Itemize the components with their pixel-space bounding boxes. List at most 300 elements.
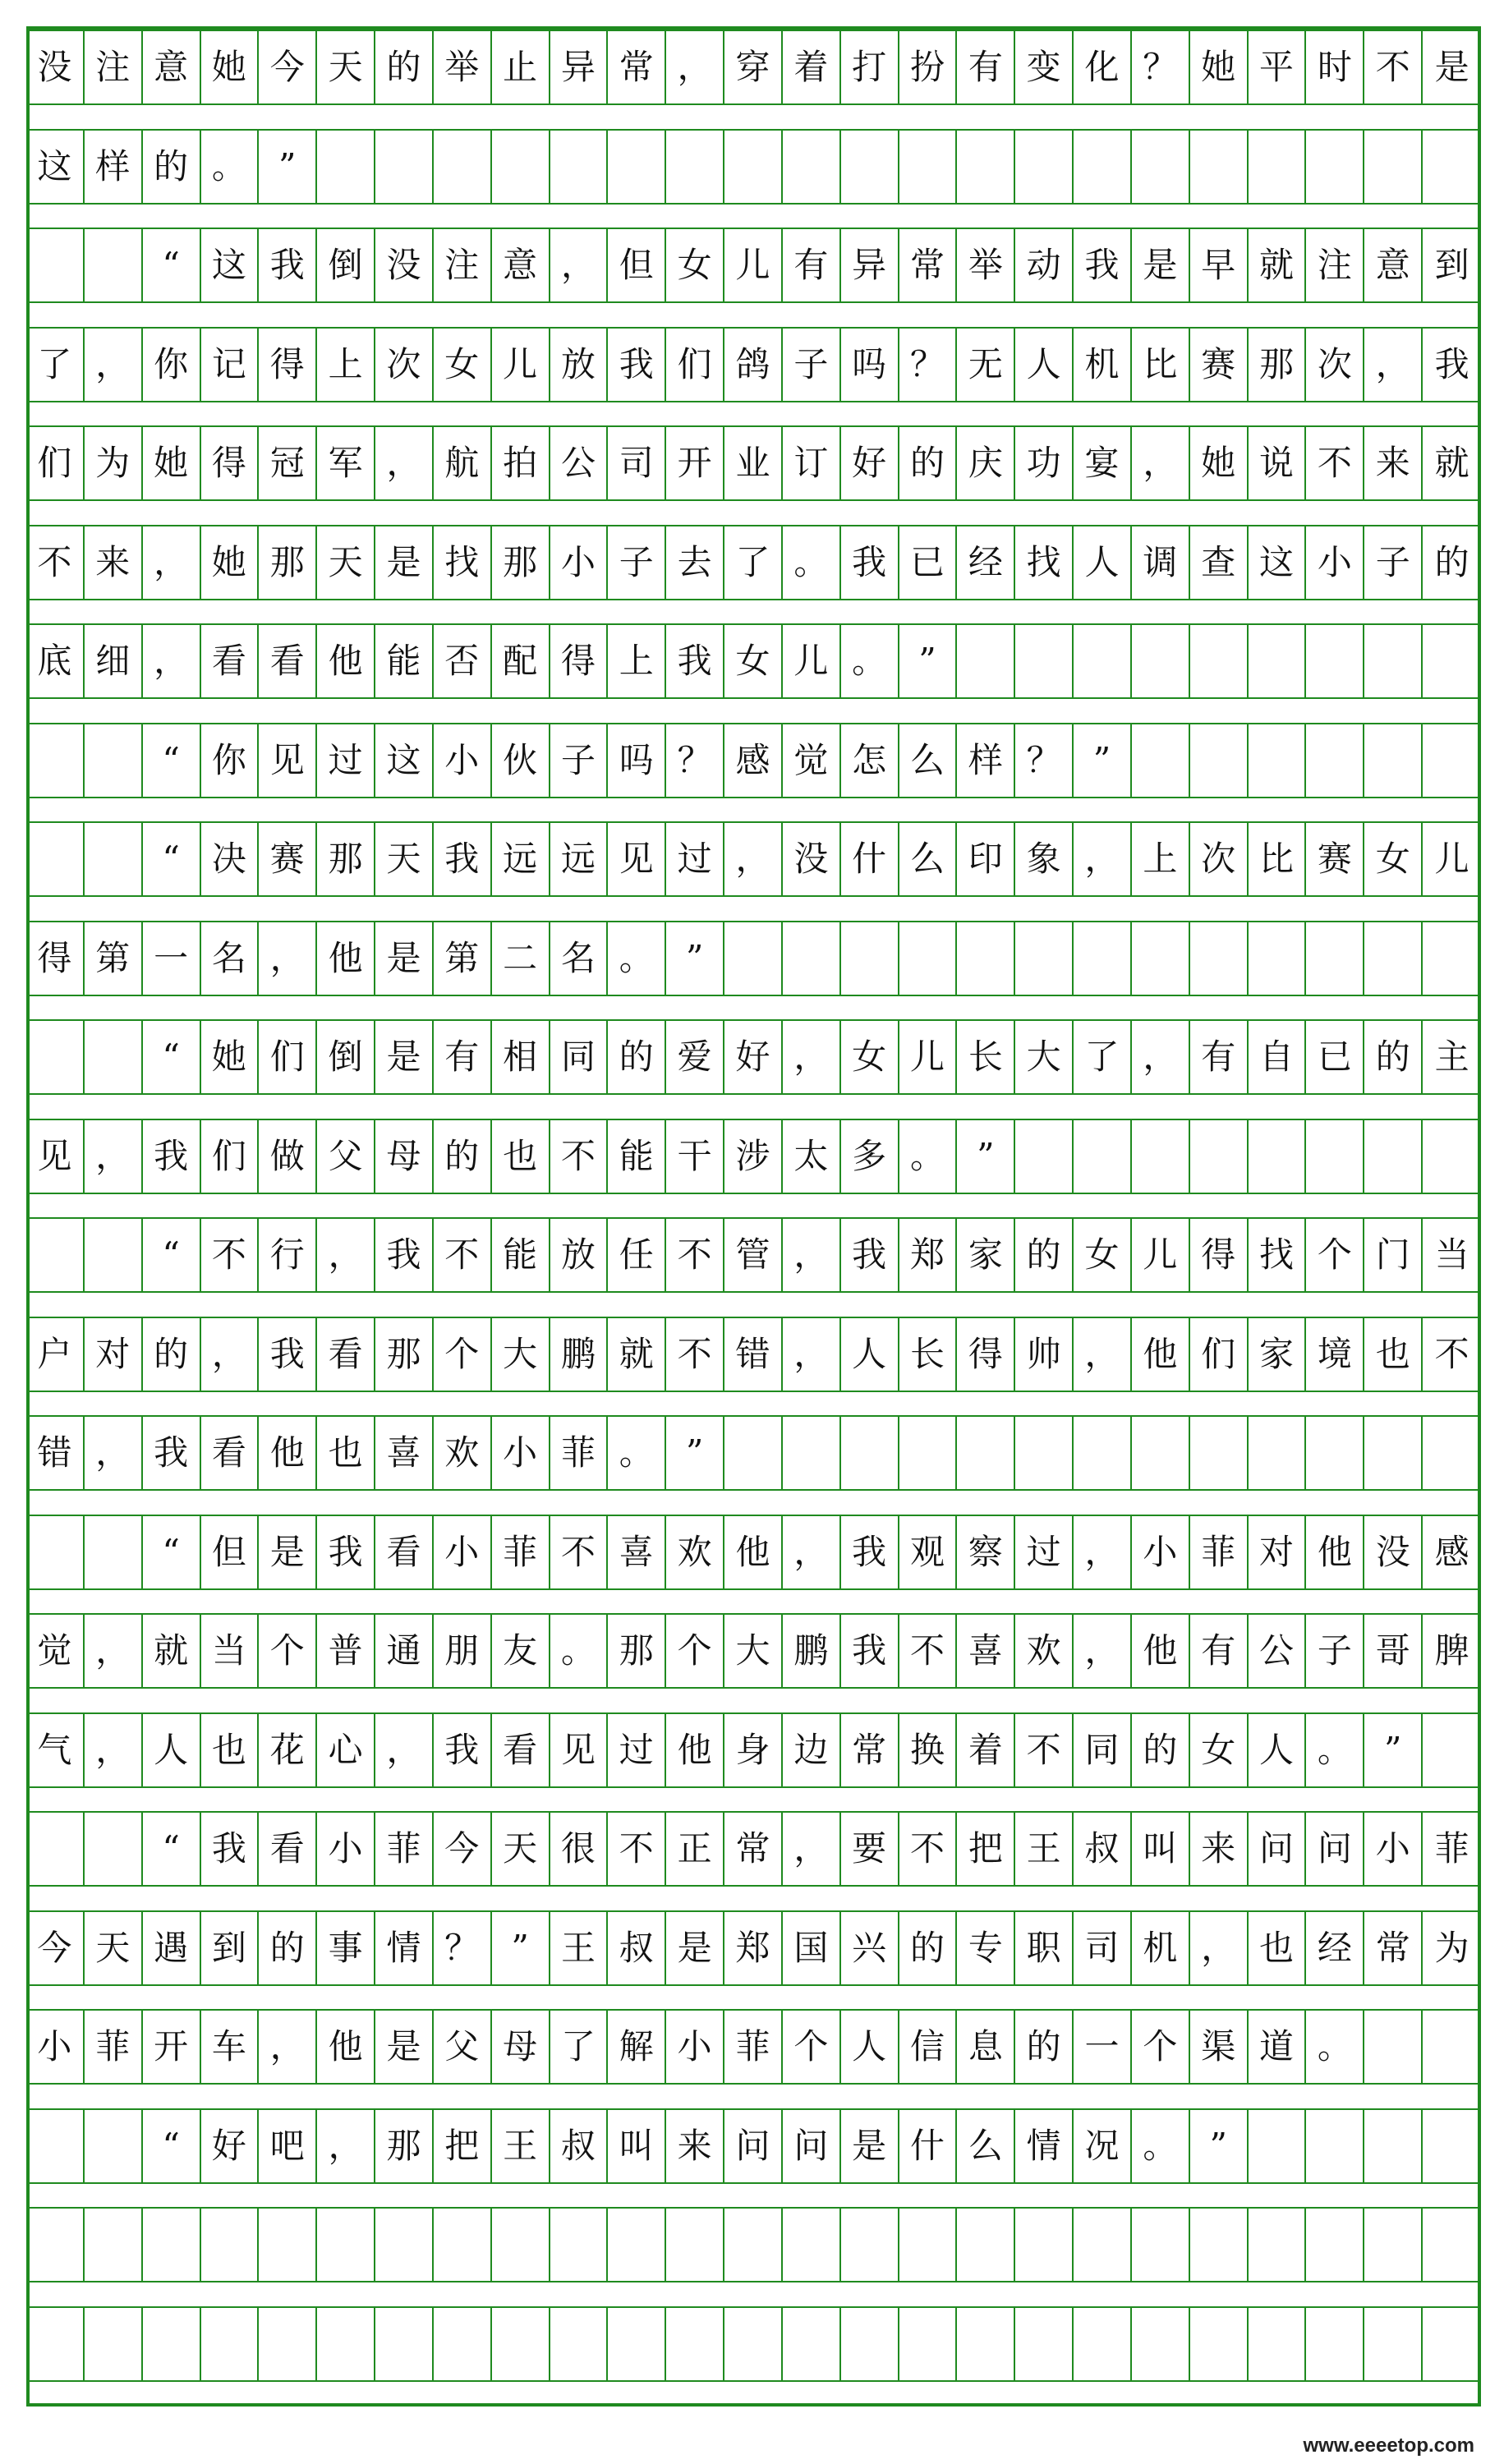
grid-cell: 们 [201, 1120, 260, 1193]
grid-cell: 个 [783, 2011, 841, 2083]
grid-cell: ， [85, 1120, 143, 1193]
grid-cell: 不 [1434, 1333, 1470, 1374]
grid-cell: 来 [666, 2110, 724, 2182]
grid-cell: 鸽 [724, 329, 783, 401]
grid-cell [1249, 131, 1307, 203]
grid-cell [1306, 1417, 1364, 1489]
grid-band [26, 2108, 1481, 2184]
grid-cell: 意 [1364, 229, 1423, 301]
grid-cell: ， [317, 1219, 375, 1291]
grid-cell: 常 [899, 229, 958, 301]
grid-cell: 他 [317, 922, 375, 995]
grid-cell [317, 2308, 375, 2380]
grid-cell [85, 1813, 143, 1885]
grid-cell [957, 1417, 1015, 1489]
grid-cell: 举 [434, 31, 492, 103]
grid-cell [1306, 2110, 1364, 2182]
grid-cell: 注 [1306, 229, 1364, 301]
grid-cell [1306, 1120, 1364, 1193]
grid-cell: 叔 [608, 1912, 666, 1984]
grid-row [26, 1217, 1481, 1293]
grid-cell: 身 [724, 1714, 783, 1786]
grid-cell: 为 [85, 427, 143, 499]
grid-cell: 个 [666, 1615, 724, 1687]
grid-cell: 大 [1015, 1021, 1074, 1093]
grid-cell: 个 [259, 1615, 317, 1687]
grid-cell: 菲 [1434, 1828, 1470, 1869]
grid-cell: 问 [724, 2110, 783, 2182]
grid-band [26, 821, 1481, 897]
grid-cell [201, 2209, 260, 2281]
grid-cell: 太 [783, 1120, 841, 1193]
grid-cell: 见 [26, 1120, 85, 1193]
grid-cell: 看 [375, 1516, 434, 1588]
grid-cell [1132, 724, 1190, 797]
grid-cell: 得 [550, 625, 609, 697]
grid-cell [957, 131, 1015, 203]
grid-cell: 举 [957, 229, 1015, 301]
grid-cell [1074, 1417, 1132, 1489]
grid-cell: 放 [550, 1219, 609, 1291]
grid-cell [1423, 922, 1481, 995]
grid-cell: 样 [85, 131, 143, 203]
grid-cell: 叔 [1074, 1813, 1132, 1885]
grid-cell: 那 [317, 823, 375, 895]
grid-cell [1190, 2308, 1249, 2380]
grid-cell: 的 [143, 1318, 201, 1391]
grid-cell: 叔 [550, 2110, 609, 2182]
grid-cell: 正 [666, 1813, 724, 1885]
grid-cell: 第 [434, 922, 492, 995]
grid-cell: ， [1190, 1912, 1249, 1984]
grid-cell: 过 [666, 823, 724, 895]
grid-cell: 父 [317, 1120, 375, 1193]
grid-cell: 们 [26, 427, 85, 499]
grid-row [26, 2108, 1481, 2184]
grid-cell [1306, 2209, 1364, 2281]
grid-cell [841, 2308, 899, 2380]
grid-cell: 道 [1249, 2011, 1307, 2083]
grid-cell [1190, 625, 1249, 697]
grid-band [26, 327, 1481, 402]
grid-cell [259, 2308, 317, 2380]
grid-cell: 我 [434, 1714, 492, 1786]
grid-cell: 就 [1434, 443, 1470, 483]
grid-cell: 父 [434, 2011, 492, 2083]
grid-cell: 好 [201, 2110, 260, 2182]
grid-cell: 普 [317, 1615, 375, 1687]
grid-cell: 我 [201, 1813, 260, 1885]
grid-row [26, 129, 1481, 205]
grid-cell [1364, 1120, 1423, 1193]
grid-cell: 的 [1132, 1714, 1190, 1786]
grid-cell: 我 [259, 1318, 317, 1391]
grid-row [26, 425, 1481, 501]
grid-cell: 找 [434, 526, 492, 599]
grid-cell: 倒 [317, 1021, 375, 1093]
grid-cell: 那 [1249, 329, 1307, 401]
grid-cell [1074, 131, 1132, 203]
grid-cell: 的 [899, 1912, 958, 1984]
grid-cell: 鹏 [550, 1318, 609, 1391]
grid-cell [259, 2209, 317, 2281]
grid-cell [1074, 625, 1132, 697]
grid-cell: 行 [259, 1219, 317, 1291]
grid-cell: 换 [899, 1714, 958, 1786]
grid-cell: 人 [143, 1714, 201, 1786]
grid-cell: ， [783, 1021, 841, 1093]
grid-cell: 机 [1132, 1912, 1190, 1984]
grid-cell: 今 [26, 1912, 85, 1984]
grid-row [26, 525, 1481, 600]
grid-cell: 放 [550, 329, 609, 401]
grid-cell: 天 [317, 526, 375, 599]
grid-band [26, 623, 1481, 699]
grid-cell: 很 [550, 1813, 609, 1885]
grid-cell: 是 [375, 922, 434, 995]
grid-cell: 我 [666, 625, 724, 697]
grid-cell: 看 [201, 1417, 260, 1489]
grid-cell: 注 [434, 229, 492, 301]
grid-cell: 人 [1015, 329, 1074, 401]
grid-cell: 不 [434, 1219, 492, 1291]
grid-cell: 机 [1074, 329, 1132, 401]
grid-row [26, 2009, 1481, 2085]
grid-cell: 这 [201, 229, 260, 301]
grid-cell: 了 [1074, 1021, 1132, 1093]
grid-cell [1423, 2110, 1481, 2182]
grid-cell: 我 [608, 329, 666, 401]
grid-cell [899, 922, 958, 995]
grid-cell: 渠 [1190, 2011, 1249, 2083]
grid-row [26, 921, 1481, 996]
grid-cell: 的 [1015, 1219, 1074, 1291]
grid-cell: 子 [550, 724, 609, 797]
grid-cell: 是 [259, 1516, 317, 1588]
grid-cell: 王 [550, 1912, 609, 1984]
grid-cell: 伙 [492, 724, 550, 797]
grid-cell: 倒 [317, 229, 375, 301]
grid-cell: ， [201, 1318, 260, 1391]
grid-cell: ， [259, 922, 317, 995]
grid-cell: 情 [375, 1912, 434, 1984]
grid-cell: 干 [666, 1120, 724, 1193]
grid-cell [1364, 2308, 1423, 2380]
grid-cell [85, 1516, 143, 1588]
grid-cell: 同 [1074, 1714, 1132, 1786]
grid-cell: 做 [259, 1120, 317, 1193]
grid-cell [1306, 625, 1364, 697]
grid-cell [434, 131, 492, 203]
grid-cell: 户 [26, 1318, 85, 1391]
grid-cell: 名 [550, 922, 609, 995]
grid-cell [899, 2308, 958, 2380]
grid-cell: 长 [957, 1021, 1015, 1093]
grid-cell: 经 [1306, 1912, 1364, 1984]
grid-cell: 小 [1306, 526, 1364, 599]
grid-cell: 欢 [666, 1516, 724, 1588]
grid-cell: 。 [1132, 2110, 1190, 2182]
grid-cell: 花 [259, 1714, 317, 1786]
grid-cell [317, 131, 375, 203]
grid-cell: 否 [434, 625, 492, 697]
grid-cell: 有 [783, 229, 841, 301]
grid-cell [26, 1219, 85, 1291]
grid-cell [1364, 2110, 1423, 2182]
grid-cell: 调 [1132, 526, 1190, 599]
grid-cell: 也 [317, 1417, 375, 1489]
grid-cell: 专 [957, 1912, 1015, 1984]
grid-cell [1132, 625, 1190, 697]
grid-cell [841, 131, 899, 203]
grid-cell [783, 1417, 841, 1489]
grid-cell: 不 [1015, 1714, 1074, 1786]
grid-cell: 我 [1434, 343, 1470, 384]
grid-cell: 不 [201, 1219, 260, 1291]
grid-cell [1132, 131, 1190, 203]
grid-band [26, 525, 1481, 600]
grid-cell: 的 [1434, 541, 1470, 582]
grid-cell: 。 [783, 526, 841, 599]
grid-cell: “ [143, 1219, 201, 1291]
grid-cell: 常 [724, 1813, 783, 1885]
grid-cell [1074, 1120, 1132, 1193]
grid-band [26, 30, 1481, 105]
grid-band [26, 129, 1481, 205]
grid-cell: 的 [1364, 1021, 1423, 1093]
grid-cell [1074, 2308, 1132, 2380]
grid-cell: 帅 [1015, 1318, 1074, 1391]
grid-cell [375, 2209, 434, 2281]
grid-cell: 那 [608, 1615, 666, 1687]
grid-cell: 境 [1306, 1318, 1364, 1391]
grid-cell [957, 2308, 1015, 2380]
grid-cell: 变 [1015, 31, 1074, 103]
grid-cell: 们 [1190, 1318, 1249, 1391]
grid-cell [783, 131, 841, 203]
grid-cell: 郑 [899, 1219, 958, 1291]
grid-cell: “ [143, 1516, 201, 1588]
grid-cell: ， [724, 823, 783, 895]
grid-cell: 远 [550, 823, 609, 895]
grid-cell: 她 [201, 31, 260, 103]
grid-cell [1306, 2308, 1364, 2380]
grid-cell: 是 [666, 1912, 724, 1984]
grid-cell: 儿 [724, 229, 783, 301]
grid-cell: 王 [492, 2110, 550, 2182]
grid-cell: 已 [899, 526, 958, 599]
grid-cell [26, 1021, 85, 1093]
grid-cell: 欢 [434, 1417, 492, 1489]
grid-cell: ？ [666, 724, 724, 797]
grid-cell: 么 [899, 724, 958, 797]
grid-cell: 找 [1015, 526, 1074, 599]
grid-cell: 同 [550, 1021, 609, 1093]
grid-cell: 国 [783, 1912, 841, 1984]
grid-cell: 天 [317, 31, 375, 103]
grid-cell: ” [1074, 724, 1132, 797]
grid-cell: 不 [899, 1813, 958, 1885]
grid-band [26, 1119, 1481, 1194]
grid-cell: 决 [201, 823, 260, 895]
grid-cell: 。 [841, 625, 899, 697]
grid-cell: 航 [434, 427, 492, 499]
grid-band [26, 1811, 1481, 1887]
grid-cell [666, 2308, 724, 2380]
grid-cell: “ [143, 724, 201, 797]
grid-cell: 什 [841, 823, 899, 895]
grid-cell: 我 [143, 1120, 201, 1193]
grid-cell: 了 [724, 526, 783, 599]
grid-cell: 我 [143, 1417, 201, 1489]
grid-cell: 能 [375, 625, 434, 697]
grid-cell: 主 [1434, 1037, 1470, 1077]
grid-cell: 他 [259, 1417, 317, 1489]
grid-cell: ， [85, 1615, 143, 1687]
grid-cell: 不 [1364, 31, 1423, 103]
grid-cell: “ [143, 823, 201, 895]
grid-cell [1249, 922, 1307, 995]
grid-cell: 打 [841, 31, 899, 103]
grid-cell: 个 [1306, 1219, 1364, 1291]
grid-cell: ， [1074, 1318, 1132, 1391]
grid-cell: 到 [1434, 245, 1470, 285]
grid-cell: 的 [899, 427, 958, 499]
grid-cell: 赛 [1306, 823, 1364, 895]
grid-cell: 不 [666, 1318, 724, 1391]
grid-cell: 订 [783, 427, 841, 499]
grid-cell [85, 2110, 143, 2182]
grid-cell: 着 [783, 31, 841, 103]
grid-cell [1015, 2308, 1074, 2380]
grid-cell [492, 131, 550, 203]
grid-cell: ？ [899, 329, 958, 401]
grid-cell [492, 2308, 550, 2380]
grid-cell: 看 [201, 625, 260, 697]
grid-cell: 子 [783, 329, 841, 401]
grid-cell: 母 [492, 2011, 550, 2083]
grid-cell: 印 [957, 823, 1015, 895]
grid-cell: 管 [724, 1219, 783, 1291]
grid-cell [1015, 2209, 1074, 2281]
grid-cell [1015, 625, 1074, 697]
grid-cell: 了 [26, 329, 85, 401]
grid-cell: 不 [666, 1219, 724, 1291]
grid-cell: ， [1074, 1516, 1132, 1588]
grid-cell: 动 [1015, 229, 1074, 301]
grid-cell: 们 [666, 329, 724, 401]
grid-cell: ， [783, 1318, 841, 1391]
grid-cell: ， [143, 625, 201, 697]
grid-cell: ？ [1132, 31, 1190, 103]
grid-cell: 家 [957, 1219, 1015, 1291]
grid-cell [1015, 1417, 1074, 1489]
grid-cell: 他 [1306, 1516, 1364, 1588]
grid-cell [26, 1813, 85, 1885]
grid-cell [1249, 1417, 1307, 1489]
grid-cell [1364, 1417, 1423, 1489]
grid-cell: 常 [841, 1714, 899, 1786]
grid-cell: 今 [434, 1813, 492, 1885]
grid-cell: 这 [375, 724, 434, 797]
grid-cell: 着 [957, 1714, 1015, 1786]
grid-cell [1423, 1714, 1481, 1786]
grid-cell: 观 [899, 1516, 958, 1588]
grid-cell: 气 [26, 1714, 85, 1786]
grid-cell: 职 [1015, 1912, 1074, 1984]
grid-cell: 大 [492, 1318, 550, 1391]
grid-cell: 他 [666, 1714, 724, 1786]
grid-cell [724, 922, 783, 995]
grid-cell [1423, 625, 1481, 697]
grid-cell [1423, 724, 1481, 797]
grid-cell: ” [666, 1417, 724, 1489]
grid-cell: 小 [434, 1516, 492, 1588]
grid-cell: 穿 [724, 31, 783, 103]
grid-cell [550, 2308, 609, 2380]
grid-cell: 人 [1074, 526, 1132, 599]
grid-cell: 不 [899, 1615, 958, 1687]
grid-cell: 女 [434, 329, 492, 401]
grid-cell: 上 [608, 625, 666, 697]
grid-cell: ， [1074, 1615, 1132, 1687]
grid-cell: 有 [434, 1021, 492, 1093]
grid-cell: 公 [1249, 1615, 1307, 1687]
grid-band [26, 921, 1481, 996]
grid-band [26, 1712, 1481, 1788]
grid-cell: 心 [317, 1714, 375, 1786]
grid-cell [666, 2209, 724, 2281]
grid-cell: 看 [259, 1813, 317, 1885]
grid-cell: 个 [1132, 2011, 1190, 2083]
grid-cell: 儿 [1434, 839, 1470, 879]
grid-cell: 得 [259, 329, 317, 401]
grid-cell [26, 823, 85, 895]
grid-cell: 况 [1074, 2110, 1132, 2182]
grid-cell: 意 [492, 229, 550, 301]
grid-cell: 说 [1249, 427, 1307, 499]
grid-cell: 开 [666, 427, 724, 499]
grid-cell: 得 [26, 922, 85, 995]
grid-cell: 这 [26, 131, 85, 203]
grid-cell: 来 [85, 526, 143, 599]
grid-cell: 觉 [783, 724, 841, 797]
grid-cell: 。 [899, 1120, 958, 1193]
grid-cell: 喜 [957, 1615, 1015, 1687]
grid-cell: 女 [1190, 1714, 1249, 1786]
grid-row [26, 327, 1481, 402]
grid-cell: 那 [375, 1318, 434, 1391]
grid-cell: 得 [1190, 1219, 1249, 1291]
grid-cell: 公 [550, 427, 609, 499]
grid-cell: ， [666, 31, 724, 103]
grid-cell: 女 [666, 229, 724, 301]
grid-row [26, 1515, 1481, 1590]
grid-cell: 欢 [1015, 1615, 1074, 1687]
grid-cell: ， [317, 2110, 375, 2182]
grid-cell [85, 1021, 143, 1093]
grid-cell: 对 [1249, 1516, 1307, 1588]
grid-cell [1364, 625, 1423, 697]
grid-band [26, 723, 1481, 798]
grid-cell: 但 [608, 229, 666, 301]
grid-cell [1306, 724, 1364, 797]
grid-cell [1249, 724, 1307, 797]
grid-cell: 把 [434, 2110, 492, 2182]
grid-cell: 儿 [899, 1021, 958, 1093]
grid-cell [608, 131, 666, 203]
grid-cell: 什 [899, 2110, 958, 2182]
